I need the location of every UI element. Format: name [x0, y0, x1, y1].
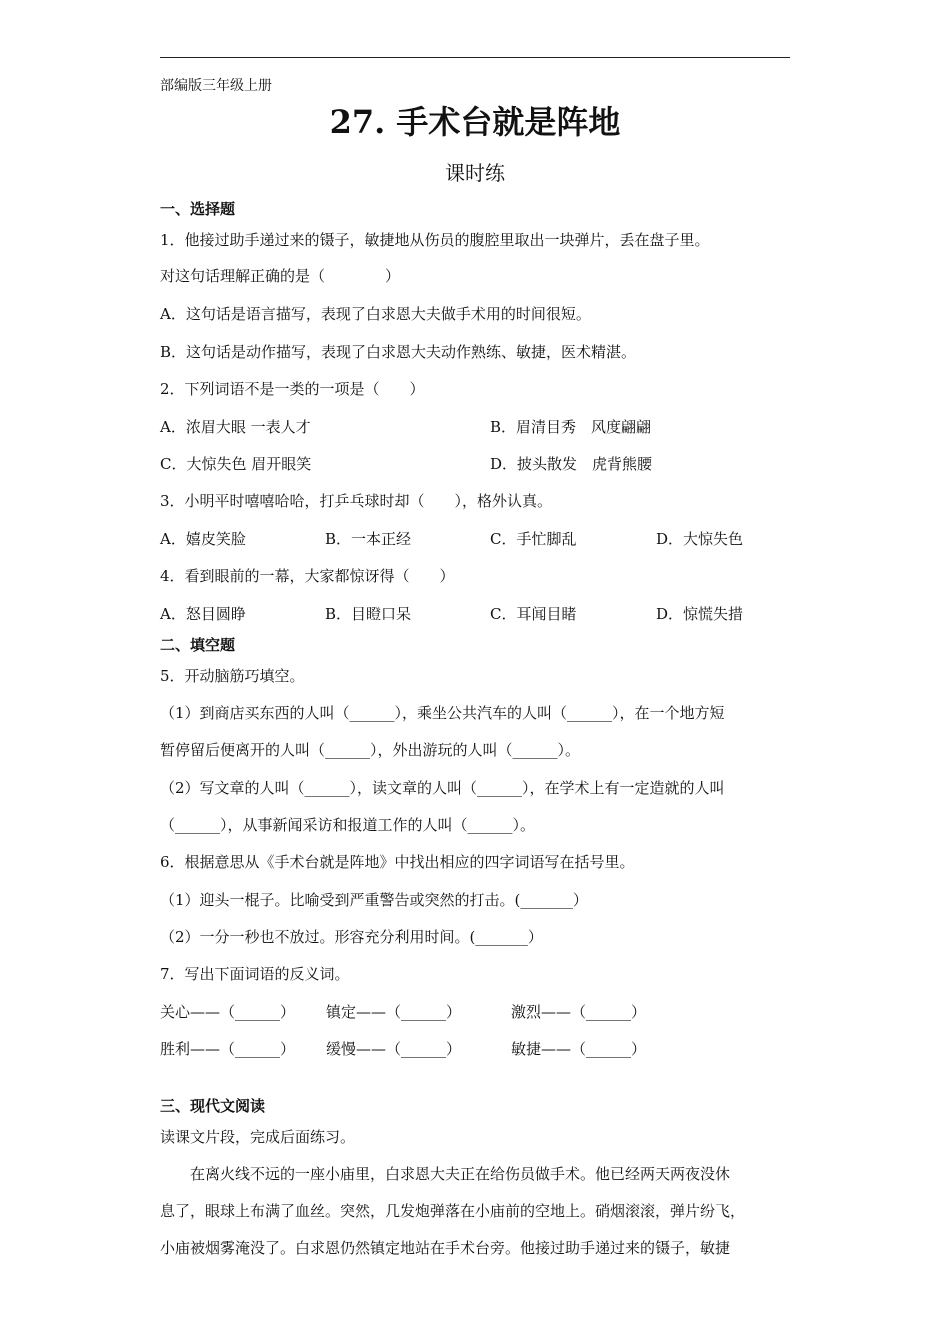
q4-option-c: C．耳闻目睹	[490, 605, 577, 623]
q5-line2: 暂停留后便离开的人叫（______），外出游玩的人叫（______）。	[160, 741, 581, 759]
q5-stem: 5．开动脑筋巧填空。	[160, 667, 305, 685]
q1-stem-line2: 对这句话理解正确的是（ ）	[160, 267, 401, 285]
q7-item: 激烈——（______）	[511, 1003, 647, 1021]
header-rule	[160, 57, 790, 58]
q3-option-b: B．一本正经	[325, 530, 412, 548]
reading-line2: 息了，眼球上布满了血丝。突然，几发炮弹落在小庙前的空地上。硝烟滚滚，弹片纷飞，	[160, 1202, 746, 1220]
q3-option-d: D．大惊失色	[656, 530, 744, 548]
page-title: 27. 手术台就是阵地	[329, 103, 621, 141]
q7-item: 缓慢——（______）	[326, 1040, 462, 1058]
section-heading-choice: 一、选择题	[160, 200, 236, 218]
q7-item: 关心——（______）	[160, 1003, 296, 1021]
q6-line1: （1）迎头一棍子。比喻受到严重警告或突然的打击。(_______）	[160, 891, 588, 909]
q6-stem: 6．根据意思从《手术台就是阵地》中找出相应的四字词语写在括号里。	[160, 853, 635, 871]
grade-label: 部编版三年级上册	[160, 78, 272, 94]
q7-item: 胜利——（______）	[160, 1040, 296, 1058]
q3-option-a: A．嬉皮笑脸	[160, 530, 246, 548]
q2-option-d: D．披头散发 虎背熊腰	[490, 455, 653, 473]
q3-option-c: C．手忙脚乱	[490, 530, 577, 548]
q5-line4: （______），从事新闻采访和报道工作的人叫（______）。	[160, 816, 536, 834]
q7-item: 敏捷——（______）	[511, 1040, 647, 1058]
q7-stem: 7．写出下面词语的反义词。	[160, 965, 350, 983]
q4-option-b: B．目瞪口呆	[325, 605, 412, 623]
q2-option-a: A．浓眉大眼 一表人才	[160, 418, 311, 436]
section-heading-fill: 二、填空题	[160, 636, 236, 654]
q1-option-a: A．这句话是语言描写，表现了白求恩大夫做手术用的时间很短。	[160, 305, 591, 323]
q2-stem: 2．下列词语不是一类的一项是（ ）	[160, 380, 425, 398]
q3-stem: 3．小明平时嘻嘻哈哈，打乒乓球时却（ ），格外认真。	[160, 492, 553, 510]
page-subtitle: 课时练	[445, 161, 505, 185]
section-heading-reading: 三、现代文阅读	[160, 1097, 266, 1115]
q6-line2: （2）一分一秒也不放过。形容充分利用时间。(_______）	[160, 928, 543, 946]
q4-stem: 4．看到眼前的一幕，大家都惊讶得（ ）	[160, 567, 455, 585]
q2-option-b: B．眉清目秀 风度翩翩	[490, 418, 652, 436]
q5-line3: （2）写文章的人叫（______），读文章的人叫（______），在学术上有一定造就的人叫	[160, 779, 725, 797]
q1-stem-line1: 1．他接过助手递过来的镊子，敏捷地从伤员的腹腔里取出一块弹片，丢在盘子里。	[160, 231, 710, 249]
q5-line1: （1）到商店买东西的人叫（______），乘坐公共汽车的人叫（______），在一个地方短	[160, 704, 725, 722]
q2-option-c: C．大惊失色 眉开眼笑	[160, 455, 312, 473]
q7-item: 镇定——（______）	[326, 1003, 462, 1021]
q4-option-d: D．惊慌失措	[656, 605, 744, 623]
q4-option-a: A．怒目圆睁	[160, 605, 246, 623]
reading-line3: 小庙被烟雾淹没了。白求恩仍然镇定地站在手术台旁。他接过助手递过来的镊子，敏捷	[160, 1239, 731, 1257]
q1-option-b: B．这句话是动作描写，表现了白求恩大夫动作熟练、敏捷，医术精湛。	[160, 343, 637, 361]
reading-line1: 在离火线不远的一座小庙里，白求恩大夫正在给伤员做手术。他已经两天两夜没休	[190, 1165, 731, 1183]
reading-intro: 读课文片段，完成后面练习。	[160, 1128, 356, 1146]
